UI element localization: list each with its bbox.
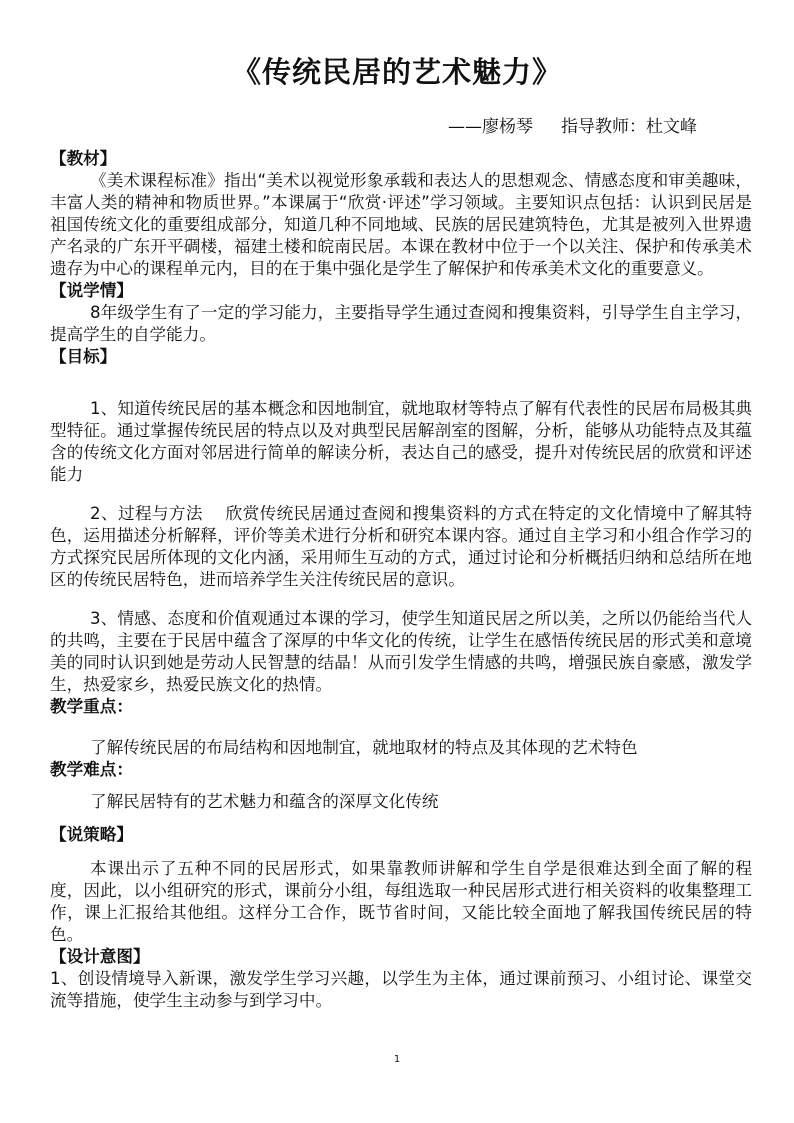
- text-celue: 本课出示了五种不同的民居形式，如果靠教师讲解和学生自学是很难达到全面了解的程度，因此，以小组研究的形式，课前分小组，每组选取一种民居形式进行相关资料的收集整理工作，课上汇报给其他组。这样分工合作，既节省时间，又能比较全面地了解我国传统民居的特色。: [50, 859, 752, 944]
- goal-item-1: 1、知道传统民居的基本概念和因地制宜，就地取材等特点了解有代表性的民居布局极其典型特征。通过掌握传统民居的特点以及对典型民居解剖室的图解，分析，能够从功能特点及其蕴含的传统文化方面对邻居进行简单的解读分析，表达自己的感受，提升对传统民居的欣赏和评述能力: [50, 399, 752, 484]
- heading-sheji: 【设计意图】: [50, 947, 150, 966]
- section-celue: [50, 824, 752, 1012]
- text-jiaocai: 《美术课程标准》指出“美术以视觉形象承载和表达人的思想观念、情感态度和审美趣味，丰富人类的精神和物质世界。”本课属于“欣赏·评述”学习领域。主要知识点包括：认识到民居是祖国传统文化的重要组成部分，知道几种不同地域、民族的居民建筑特色，尤其是被列入世界遗产名录的广东开平碉楼，福建土楼和皖南民居。本课在教材中位于一个以关注、保护和传承美术遗存为中心的课程单元内，目的在于集中强化是学生了解保护和传承美术文化的重要意义。: [50, 171, 752, 278]
- text-zhongdian: 了解传统民居的布局结构和因地制宜，就地取材的特点及其体现的艺术特色: [90, 738, 638, 757]
- text-sheji: 1、创设情境导入新课，激发学生学习兴趣，以学生为主体，通过课前预习、小组讨论、课堂交流等措施，使学生主动参与到学习中。: [50, 969, 752, 1010]
- goal-item-2: 2、过程与方法 欣赏传统民居通过查阅和搜集资料的方式在特定的文化情境中了解其特色，运用描述分析解释，评价等美术进行分析和研究本课内容。通过自主学习和小组合作学习的方式探究民居所体现的文化内涵，采用师生互动的方式，通过讨论和分析概括归纳和总结所在地区的传统民居特色，进而培养学生关注传统民居的意识。: [50, 504, 752, 589]
- goal-item-3: 3、情感、态度和价值观通过本课的学习，使学生知道民居之所以美，之所以仍能给当代人的共鸣，主要在于民居中蕴含了深厚的中华文化的传统，让学生在感悟传统民居的形式美和意境美的同时认识到她是劳动人民智慧的结晶！从而引发学生情感的共鸣，增强民族自豪感，激发学生，热爱家乡，热爱民族文化的热情。: [50, 609, 752, 694]
- heading-nandian: 教学难点：: [50, 760, 133, 779]
- section-mubiao: [50, 398, 752, 718]
- advisor-name: 指导教师：杜文峰: [561, 117, 697, 137]
- page-title: 《传统民居的艺术魅力》: [231, 55, 562, 89]
- author-name: ——廖杨琴: [448, 117, 533, 137]
- byline: [448, 112, 697, 137]
- heading-zhongdian: 教学重点：: [50, 697, 133, 716]
- heading-jiaocai: 【教材】: [50, 149, 117, 168]
- page-number: 1: [393, 1054, 401, 1065]
- text-xueqing: 8年级学生有了一定的学习能力，主要指导学生通过查阅和搜集资料，引导学生自主学习，提高学生的自学能力。: [50, 303, 752, 344]
- heading-mubiao: 【目标】: [50, 347, 117, 366]
- heading-celue: 【说策略】: [50, 825, 133, 844]
- heading-xueqing: 【说学情】: [50, 281, 133, 300]
- section-nandian: [50, 791, 752, 813]
- section-zhongdian: [50, 737, 752, 781]
- text-nandian: 了解民居特有的艺术魅力和蕴含的深厚文化传统: [90, 792, 439, 811]
- section-jiaocai: [50, 148, 752, 368]
